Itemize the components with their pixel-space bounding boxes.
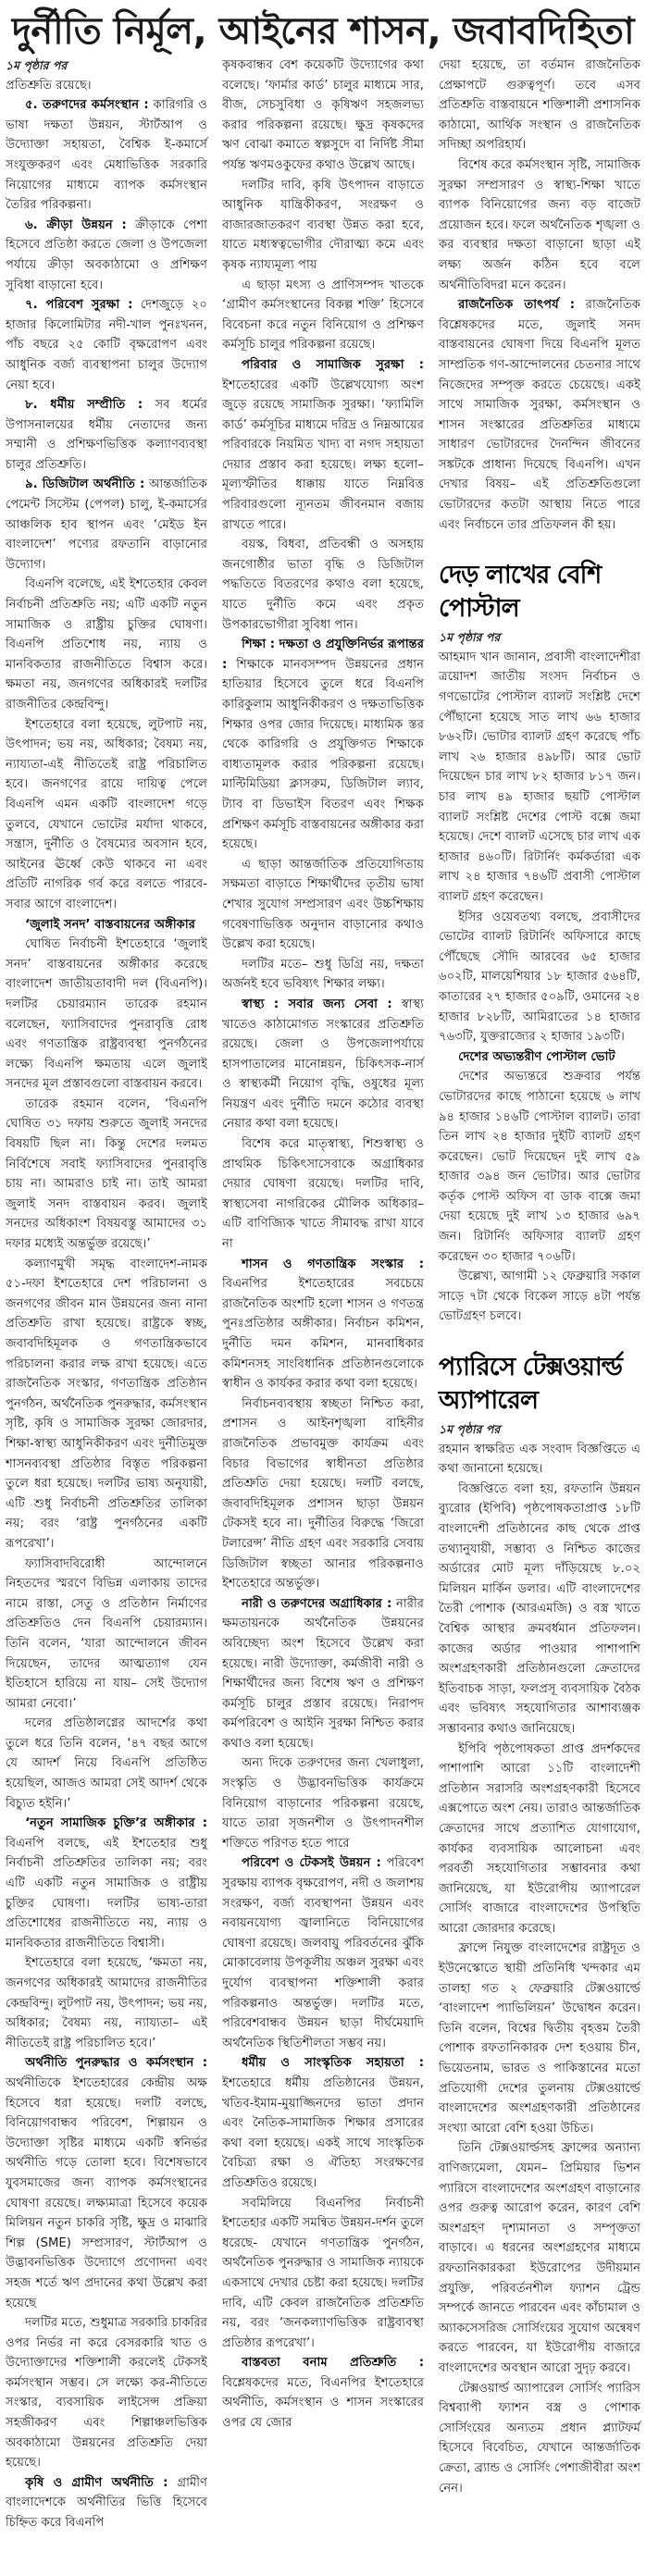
paragraph xyxy=(6,475,207,575)
paragraph-text: ইশতেহারের একটি উল্লেখযোগ্য অংশ জুড়ে রয়েছে সামাজিক সুরক্ষা। ‘ফ্যামিলি কার্ড’ কর্মসূচির মাধ্যমে দরিদ্র ও নিম্নআয়ের পরিবারকে নিয়মিত খাদ্য বা নগদ সহায়তা দেয়ার প্রস্তাব করা হয়েছে। লক্ষ্য হলো– মূল্যস্ফীতির ধাক্কায় যাতে নিম্নবিত্ত পরিবারগুলো ন্যূনতম জীবনমান বজায় রাখতে পারে। xyxy=(222,378,424,532)
paragraph xyxy=(222,1134,424,1255)
paragraph xyxy=(439,648,640,908)
textworld-article-body xyxy=(439,1440,640,2498)
paragraph-text: বিশ্লেষকদের মতে, বিএনপির ইশতেহারে অর্থনীতি, কর্মসংস্থান ও শাসন সংস্কারের ওপর যে জোর xyxy=(222,2375,424,2431)
paragraph-text: নির্বাচনব্যবস্থায় স্বচ্ছতা নিশ্চিত করা, প্রশাসন ও আইনশৃঙ্খলা বাহিনীর রাজনৈতিক প্রভাবমুক্ত কার্যক্রম এবং বিচার বিভাগের স্বাধীনতা প্রতিষ্ঠার প্রতিশ্রুতি দেয়া হয়েছে। দলটি বলছে, জবাবদিহিমূলক প্রশাসন ছাড়া উন্নয়ন টেকসই হবে না। দুর্নীতির বিরুদ্ধে ‘জিরো টলারেন্স’ নীতি গ্রহণ এবং সরকারি সেবায় ডিজিটাল স্বচ্ছতা আনার পরিকল্পনাও ইশতেহারে অন্তর্ভুক্ত। xyxy=(222,1396,424,1591)
paragraph-text: বিশেষ করে মাতৃস্বাস্থ্য, শিশুস্বাস্থ্য ও প্রাথমিক চিকিৎসাসেবাকে অগ্রাধিকার দেয়ার ঘোষণা রয়েছে। দলটির দাবি, স্বাস্থ্যসেবা নাগরিকের মৌলিক অধিকার– এটি বাণিজ্যিক খাতে সীমাবদ্ধ রাখা যাবে না xyxy=(222,1137,424,1252)
continued-label: ১ম পৃষ্ঠার পর xyxy=(6,58,68,72)
paragraph-lead: ধর্মীয় ও সাংস্কৃতিক সহায়তা : xyxy=(242,2056,424,2071)
column-1 xyxy=(6,56,207,2533)
paragraph-text: দেয়া হয়েছে, তা বর্তমান রাজনৈতিক প্রেক্ষাপটে গুরুত্বপূর্ণ। তবে এসব প্রতিশ্রুতি বাস্তবায়নে শক্তিশালী প্রশাসনিক কাঠামো, আর্থিক সংস্থান ও রাজনৈতিক সদিচ্ছা অপরিহার্য। xyxy=(439,58,640,153)
main-article-body-col-2 xyxy=(222,56,424,2434)
paragraph xyxy=(222,1753,424,1853)
paragraph-text: দেশের অভ্যন্তরে শুক্রবার পর্যন্ত ভোটারদের কাছে পাঠানো হয়েছে ৬ লাখ ৯৪ হাজার ১৪৬টি পোস্টাল ব্যালট। তারা তিন লাখ ২৪ হাজার দুইটি ব্যালট গ্রহণ করেছেন। ভোট দিয়েছেন দুই লাখ ৫৯ হাজার ৩৯৪ জন ভোটার। আর ভোটার কর্তৃক পোস্ট অফিস বা ডাক বাক্সে জমা দেয়া হয়েছে দুই লাখ ১৩ হাজার ৬৯৭ জন। রিটার্নিং অফিসার ব্যালট গ্রহণ করেছেন ৩০ হাজার ৭০৬টি। xyxy=(439,1070,640,1264)
paragraph xyxy=(6,216,207,295)
paragraph-text: প্রতিশ্রুতি রয়েছে। xyxy=(6,78,92,93)
paragraph-text: কল্যাণমুখী সমৃদ্ধ বাংলাদেশ-নামক ৫১-দফা ইশতেহারে দেশ পরিচালনা ও জনগণের জীবন মান উন্নয়নের জন্য নানা প্রতিশ্রুতি রাখা হয়েছে। রাষ্ট্রকে স্বচ্ছ, জবাবদিহিমূলক ও গণতান্ত্রিকভাবে পরিচালনা করার লক্ষ রাখা হয়েছে। এতে রাজনৈতিক সংস্কার, গণতান্ত্রিক প্রতিষ্ঠান পুনর্গঠন, অর্থনৈতিক পুনরুদ্ধার, কর্মসংস্থান সৃষ্টি, কৃষি ও সামাজিক সুরক্ষা জোরদার, শিক্ষা-স্বাস্থ্য আধুনিকীকরণ এবং দুর্নীতিমুক্ত শাসনব্যবস্থা প্রতিষ্ঠার বিস্তৃত পরিকল্পনা তুলে ধরা হয়েছে। দলটির ভাষ্য অনুযায়ী, এটি শুধু নির্বাচনী প্রতিশ্রুতির তালিকা নয়; বরং ‘রাষ্ট্র পুনর্গঠনের একটি রূপরেখা’। xyxy=(6,1257,207,1551)
paragraph-lead: ৭. পরিবেশ সুরক্ষা : xyxy=(25,298,133,313)
paragraph-text: বিশেষ করে কর্মসংস্থান সৃষ্টি, সামাজিক সুরক্ষা সম্প্রসারণ ও স্বাস্থ্য-শিক্ষা খাতে ব্যাপক বিনিয়োগের জন্য বড় বাজেট প্রয়োজন হবে। ফলে অর্থনৈতিক শৃঙ্খলা ও কর ব্যবস্থার দক্ষতা বাড়ানো ছাড়া এই লক্ষ্য অর্জন কঠিন হবে বলে অর্থনীতিবিদরা মনে করেন। xyxy=(439,157,640,292)
paragraph-text: ক্রীড়াকে পেশা হিসেবে প্রতিষ্ঠা করতে জেলা ও উপজেলা পর্যায়ে ক্রীড়া অবকাঠামো ও প্রশিক্ষণ সুবিধা বাড়ানো হবে। xyxy=(6,217,207,292)
paragraph xyxy=(222,1853,424,2053)
paragraph xyxy=(6,1554,207,1715)
paragraph-text: উল্লেখ্য, আগামী ১২ ফেব্রুয়ারি সকাল সাড়ে ৭টা থেকে বিকেল সাড়ে ৪টা পর্যন্ত ভোটগ্রহণ চলবে। xyxy=(439,1269,640,1324)
paragraph-text: অন্য দিকে তরুণদের জন্য খেলাধুলা, সংস্কৃতি ও উদ্ভাবনভিত্তিক কার্যক্রমে বিনিয়োগ বাড়ানোর পরিকল্পনা রয়েছে, যাতে তারা সৃজনশীল ও উৎপাদনশীল শক্তিতে পরিণত হতে পারে xyxy=(222,1756,424,1851)
paragraph-text: বিজ্ঞপ্তিতে বলা হয়, রফতানি উন্নয়ন ব্যুরোর (ইপিবি) পৃষ্ঠপোষকতাপ্রাপ্ত ১৮টি বাংলাদেশী প্রতিষ্ঠানের কাছ থেকে প্রাপ্ত তথ্যানুযায়ী, সম্ভাব্য ও নিশ্চিত কাজের অর্ডারের মোট মূল্য দাঁড়িয়েছে ৮.০২ মিলিয়ন মার্কিন ডলার। এটি বাংলাদেশের তৈরী পোশাক (আরএমজি) ও বস্ত্র খাতে বৈশ্বিক আস্থার ক্রমবর্ধমান প্রতিফলন। কাজের অর্ডার পাওয়ার পাশাপাশি অংশগ্রহণকারী প্রতিষ্ঠানগুলো ক্রেতাদের ইতিবাচক সাড়া, ফলপ্রসূ ব্যবসায়িক বৈঠক এবং ভবিষ্যৎ সহযোগিতার আশাব্যঞ্জক সম্ভাবনার কথাও জানিয়েছে। xyxy=(439,1481,640,1736)
paragraph-text: দলটির দাবি, কৃষি উৎপাদন বাড়াতে আধুনিক যান্ত্রিকীকরণ, সংরক্ষণ ও বাজারজাতকরণ ব্যবস্থা উন্নত করা হবে, যাতে মধ্যস্বত্বভোগীর দৌরাত্ম্য কমে এবং কৃষক ন্যায্যমূল্য পায় xyxy=(222,178,424,272)
column-3 xyxy=(439,56,640,2498)
paragraph-text: সব ধর্মের উপাসনালয়ের ধর্মীয় নেতাদের জন্য সম্মানী ও প্রশিক্ষণভিত্তিক কল্যাণব্যবস্থা চালুর প্রতিশ্রুতি। xyxy=(6,398,207,472)
paragraph xyxy=(6,95,207,216)
paragraph-text: রাজনৈতিক বিশ্লেষকদের মতে, জুলাই সনদ বাস্তবায়নের ঘোষণা দিয়ে বিএনপি মূলত সাম্প্রতিক গণ-আন্দোলনের চেতনার সাথে নিজেদের সম্পৃক্ত করতে চেয়েছে। একই সাথে সামাজিক সুরক্ষা, কর্মসংস্থান ও শাসন সংস্কারের প্রতিশ্রুতির মাধ্যমে সাধারণ ভোটারদের দৈনন্দিন জীবনের সঙ্কটকে প্রাধান্য দিয়েছে বিএনপি। এখন দেখার বিষয়– এই প্রতিশ্রুতিগুলো ভোটারদের কতটা আস্থায় নিতে পারে এবং নির্বাচনে তার প্রতিফলন কী হয়। xyxy=(439,298,640,532)
paragraph xyxy=(6,2473,207,2533)
paragraph xyxy=(439,1938,640,2138)
continued-label: ১ম পৃষ্ঠার পর xyxy=(439,1422,501,1437)
paragraph xyxy=(222,855,424,955)
paragraph-lead: বাস্তবতা বনাম প্রতিশ্রুতি : xyxy=(242,2356,424,2371)
paragraph xyxy=(439,155,640,295)
paragraph-text: দলটির মতে– শুধু ডিগ্রি নয়, দক্ষতা অর্জনই হবে ভবিষ্যৎ শিক্ষার লক্ষ্য। xyxy=(222,957,424,992)
paragraph xyxy=(6,935,207,1095)
paragraph-lead: পরিবার ও সামাজিক সুরক্ষা : xyxy=(242,357,424,372)
paragraph-lead: রাজনৈতিক তাৎপর্য : xyxy=(458,298,576,313)
paragraph-text: অর্থনীতিকে ইশতেহারের কেন্দ্রীয় অক্ষ হিসেবে ধরা হয়েছে। দলটি বলছে, বিনিয়োগবান্ধব পরিবেশ, শিল্পায়ন ও উদ্যোক্তা সৃষ্টির মাধ্যমে একটি স্বনির্ভর অর্থনীতি গড়ে তোলা হবে। বিশেষভাবে যুবসমাজের জন্য ব্যাপক কর্মসংস্থানের ঘোষণা রয়েছে। লক্ষ্যমাত্রা হিসেবে কয়েক মিলিয়ন নতুন চাকরি সৃষ্টি, ক্ষুদ্র ও মাঝারি শিল্প (SME) সম্প্রসারণ, স্টার্টআপ ও উদ্ভাবনভিত্তিক উদ্যোগে প্রণোদনা এবং সহজ শর্তে ঋণ প্রদানের কথা উল্লেখ করা হয়েছে xyxy=(6,2075,207,2310)
paragraph-text: দেশজুড়ে ২০ হাজার কিলোমিটার নদী-খাল পুনঃখনন, পাঁচ বছরে ২৫ কোটি বৃক্ষরোপণ এবং আধুনিক বর্জ্য ব্যবস্থাপনা চালুর উদ্যোগ নেয়া হবে। xyxy=(6,298,207,392)
paragraph xyxy=(6,295,207,395)
paragraph-text: ফ্যাসিবাদবিরোধী আন্দোলনে নিহতদের স্মরণে বিভিন্ন এলাকায় তাদের নামে রাস্তা, সেতু ও প্রতিষ্ঠান নির্মাণের প্রতিশ্রুতিও দেন বিএনপি চেয়ারম্যান। তিনি বলেন, ‘যারা আন্দোলনে জীবন দিয়েছেন, তাদের আত্মত্যাগ যেন ইতিহাসে হারিয়ে না যায়– সেই উদ্যোগ আমরা নেবো।’ xyxy=(6,1556,207,1711)
paragraph-lead: কৃষি ও গ্রামীণ অর্থনীতি : xyxy=(25,2475,168,2490)
paragraph-text: বিএনপি বলছে, এই ইশতেহার শুধু নির্বাচনী প্রতিশ্রুতির তালিকা নয়; বরং এটি একটি নতুন সামাজিক ও রাষ্ট্রীয় চুক্তির ঘোষণা। দলটির ভাষ্য-তারা প্রতিশোধের রাজনীতিতে নয়, ন্যায় ও মানবিকতার রাজনীতিতে বিশ্বাসী। xyxy=(6,1836,207,1951)
paragraph-lead: ৬. ক্রীড়া উন্নয়ন : xyxy=(25,217,127,232)
paragraph-text: কৃষকবান্ধব বেশ কয়েকটি উদ্যোগের কথা বলেছে। ‘ফার্মার কার্ড’ চালুর মাধ্যমে সার, বীজ, সেচসুবিধা ও কৃষিঋণ সহজলভ্য করার পরিকল্পনা রয়েছে। ক্ষুদ্র কৃষকদের ঋণ বোঝা কমাতে স্বল্পসুদে বা নির্দিষ্ট সীমা পর্যন্ত ঋণমওকুফের কথাও উল্লেখ আছে। xyxy=(222,58,424,172)
paragraph-text: তিনি টেক্সওয়ার্ল্ডসহ ফ্রান্সের অন্যান্য বাণিজ্যমেলা, যেমন– প্রিমিয়ার ভিশন প্যারিসে বাংলাদেশের অংশগ্রহণ বাড়ানোর ওপর গুরুত্ব আরোপ করেন, কারণ বেশি অংশগ্রহণ দৃশ্যমানতা ও সম্পৃক্ততা বাড়াবে। এ ধরনের অংশগ্রহণের মাধ্যমে রফতানিকারকরা ইউরোপের উদীয়মান প্রযুক্তি, পরিবর্তনশীল ফ্যাশন ট্রেন্ড সম্পর্কে জানতে পারবেন এবং কাঁচামাল ও অ্যাকসেসরিজ সোর্সিংয়ের সুযোগ অন্বেষণ করতে পারবেন, যা ইউরোপীয় বাজারে বাংলাদেশের অবস্থান আরো সুদৃঢ় করবে। xyxy=(439,2141,640,2375)
columns xyxy=(0,56,646,2533)
paragraph-text: স্বাস্থ্য খাতেও কাঠামোগত সংস্কারের প্রতিশ্রুতি রয়েছে। জেলা ও উপজেলাপর্যায়ে হাসপাতালের মানোন্নয়ন, চিকিৎসক-নার্স ও স্বাস্থ্যকর্মী নিয়োগ বৃদ্ধি, ওষুধের মূল্য নিয়ন্ত্রণ এবং দুর্নীতি দমনে কঠোর ব্যবস্থা নেয়ার কথা বলা হয়েছে। xyxy=(222,997,424,1132)
paragraph-text: রহমান স্বাক্ষরিত এক সংবাদ বিজ্ঞপ্তিতে এ কথা জানানো হয়েছে। xyxy=(439,1442,640,1477)
paragraph-text: নারীর ক্ষমতায়নকে অর্থনৈতিক উন্নয়নের অবিচ্ছেদ্য অংশ হিসেবে উল্লেখ করা হয়েছে। নারী উদ্যোক্তা, কর্মজীবী নারী ও শিক্ষার্থীদের জন্য বিশেষ ঋণ ও প্রশিক্ষণ কর্মসূচি চালুর প্রস্তাব রয়েছে। নিরাপদ কর্মপরিবেশ ও আইনি সুরক্ষা নিশ্চিত করার কথাও বলা হয়েছে। xyxy=(222,1596,424,1751)
paragraph-text: বিএনপি বলেছে, এই ইশতেহার কেবল নির্বাচনী প্রতিশ্রুতি নয়; এটি একটি নতুন সামাজিক ও রাষ্ট্রীয় চুক্তির ঘোষণা। বিএনপি প্রতিশোধ নয়, ন্যায় ও মানবিকতার রাজনীতিতে বিশ্বাস করে। ক্ষমতা নয়, জনগণের অধিকারই দলটির রাজনীতির কেন্দ্রবিন্দু। xyxy=(6,577,207,712)
column-2 xyxy=(222,56,424,2434)
paragraph-text: ইপিবি পৃষ্ঠপোষকতা প্রাপ্ত প্রদর্শকদের পাশাপাশি আরো ১১টি বাংলাদেশী প্রতিষ্ঠান সরাসরি অংশগ্রহণকারী হিসেবে এক্সপোতে অংশ নেয়। তারাও আন্তর্জাতিক ক্রেতাদের সাথে প্রত্যাশিত যোগাযোগ, কার্যকর ব্যবসায়িক আলোচনা এবং পরবর্তী সহযোগিতার সম্ভাবনার কথা জানিয়েছে, যা ইউরোপীয় অ্যাপারেল সোর্সিং বাজারে বাংলাদেশের উপস্থিতি আরো জোরদার করেছে। xyxy=(439,1741,640,1936)
paragraph-text: সবমিলিয়ে বিএনপির নির্বাচনী ইশতেহার একটি সমন্বিত উন্নয়ন-দর্শন তুলে ধরেছে- যেখানে গণতান্ত্রিক পুনর্গঠন, অর্থনৈতিক পুনরুদ্ধার ও সামাজিক ন্যায়কে একসাথে দেখার চেষ্টা করা হয়েছে। দলটির দাবি, এটি কেবল রাজনৈতিক প্রতিশ্রুতি নয়, বরং ‘জনকল্যাণভিত্তিক রাষ্ট্রব্যবস্থা প্রতিষ্ঠার রূপরেখা’। xyxy=(222,2196,424,2350)
paragraph-text: বিএনপির ইশতেহারের সবচেয়ে রাজনৈতিক অংশটি হলো শাসন ও গণতন্ত্র পুনঃপ্রতিষ্ঠার অঙ্গীকার। নির্বাচন কমিশন, দুর্নীতি দমন কমিশন, মানবাধিকার কমিশনসহ সাংবিধানিক প্রতিষ্ঠানগুলোকে স্বাধীন ও কার্যকর করার কথা বলা হয়েছে। xyxy=(222,1277,424,1392)
main-article-body-col-3 xyxy=(439,56,640,535)
paragraph xyxy=(439,1440,640,1480)
paragraph-lead: নারী ও তরুণদের অগ্রাধিকার : xyxy=(242,1596,392,1611)
paragraph xyxy=(6,1714,207,1814)
paragraph xyxy=(222,2194,424,2354)
paragraph xyxy=(222,955,424,995)
paragraph-lead: স্বাস্থ্য : সবার জন্য সেবা : xyxy=(242,997,392,1011)
main-headline: দুর্নীতি নির্মূল, আইনের শাসন, জবাবদিহিতা xyxy=(11,10,635,53)
paragraph-lead: ৮. ধর্মীয় সম্প্রীতি : xyxy=(25,398,143,413)
paragraph xyxy=(222,1394,424,1594)
paragraph-text: দলটির মতে, শুধুমাত্র সরকারি চাকরির ওপর নির্ভর না করে বেসরকারি খাত ও উদ্যোক্তাদের শক্তিশালী করলেই টেকসই কর্মসংস্থান সম্ভব। সে লক্ষ্যে কর-নীতিতে সংস্কার, ব্যবসায়িক লাইসেন্স প্রক্রিয়া সহজীকরণ এবং শিল্পাঞ্চলভিত্তিক অবকাঠামো উন্নয়নের প্রতিশ্রুতি দেয়া হয়েছে। xyxy=(6,2316,207,2471)
paragraph-text: টেক্সওয়ার্ল্ড অ্যাপারেল সোর্সিং প্যারিস বিশ্বব্যাপী ফ্যাশন বস্ত্র ও পোশাক সোর্সিংয়ের অন্যতম প্রধান প্ল্যাটফর্ম হিসেবে বিবেচিত, যেখানে আন্তর্জাতিক ক্রেতা, ব্র্যান্ড ও সোর্সিং পেশাজীবীরা অংশ নেন। xyxy=(439,2381,640,2496)
paragraph xyxy=(439,1480,640,1740)
paragraph-text: শিক্ষাকে মানবসম্পদ উন্নয়নের প্রধান হাতিয়ার হিসেবে তুলে ধরে বিএনপি কারিকুলাম আধুনিকীকরণ ও দক্ষতাভিত্তিক শিক্ষার ওপর জোর দিয়েছে। মাধ্যমিক স্তর থেকে কারিগরি ও প্রযুক্তিগত শিক্ষাকে বাধ্যতামূলক করার পরিকল্পনা রয়েছে। মাল্টিমিডিয়া ক্লাসরুম, ডিজিটাল ল্যাব, ট্যাব বা ডিভাইস বিতরণ এবং শিক্ষক প্রশিক্ষণ কর্মসূচি বাস্তবায়নের অঙ্গীকার করা হয়েছে। xyxy=(222,657,424,852)
paragraph-text: ইশতেহারে বলা হয়েছে, ‘ক্ষমতা নয়, জনগণের অধিকারই আমাদের রাজনীতির কেন্দ্রবিন্দু। লুটপাট নয়, উৎপাদন; ভয় নয়, অধিকার; বৈষম্য নয়, ন্যায্যতা– এই নীতিতেই রাষ্ট্র পরিচালিত হবে।’ xyxy=(6,1956,207,2050)
paragraph xyxy=(222,535,424,635)
paragraph-text: তারেক রহমান বলেন, ‘বিএনপি ঘোষিত ৩১ দফায় শুরুতে জুলাই সনদের বিষয়টি ছিল না। কিন্তু দেশের দলমত নির্বিশেষে সবাই ফ্যাসিবাদের পুনরাবৃত্তি চায় না। আমরাও চাই না। তাই আমরা জুলাই সনদ বাস্তবায়ন করব। জুলাই সনদের অধিকাংশ বিষয়বস্তু আমাদের ৩১ দফার মধ্যেই অন্তর্ভুক্ত রয়েছে।’ xyxy=(6,1096,207,1252)
paragraph xyxy=(439,1067,640,1267)
paragraph xyxy=(6,2313,207,2473)
paragraph-text: বয়স্ক, বিধবা, প্রতিবন্ধী ও অসহায় জনগোষ্ঠীর ভাতা বৃদ্ধি ও ডিজিটাল পদ্ধতিতে বিতরণের কথাও বলা হয়েছে, যাতে দুর্নীতি কমে এবং প্রকৃত উপকারভোগীরা সুবিধা পান। xyxy=(222,538,424,632)
paragraph xyxy=(439,1740,640,1939)
textworld-article-headline: প্যারিসে টেক্সওয়ার্ল্ড অ্যাপারেল xyxy=(439,1353,622,1416)
paragraph xyxy=(222,176,424,276)
paragraph xyxy=(439,56,640,155)
paragraph xyxy=(222,995,424,1134)
paragraph-text: পরিবেশ সুরক্ষায় ব্যাপক বৃক্ষরোপণ, নদী ও জলাশয় সংরক্ষণ, বর্জ্য ব্যবস্থাপনা উন্নয়ন এবং নবায়নযোগ্য জ্বালানিতে বিনিয়োগের ঘোষণা রয়েছে। জলবায়ু পরিবর্তনের ঝুঁকি মোকাবেলায় উপকূলীয় অঞ্চল সুরক্ষা এবং দুর্যোগ ব্যবস্থাপনা শক্তিশালী করার পরিকল্পনাও অন্তর্ভুক্ত। দলটির মতে, পরিবেশবান্ধব উন্নয়ন ছাড়া দীর্ঘমেয়াদি অর্থনৈতিক স্থিতিশীলতা সম্ভব নয়। xyxy=(222,1856,424,2050)
paragraph-text: ইসির ওয়েবতথ্য বলছে, প্রবাসীদের ভোটের ব্যালট রিটার্নিং অফিসারে কাছে পৌঁছেছে সৌদি আরবের ৬৫ হাজার ৬০২টি, মালয়েশিয়ার ১৮ হাজার ৫৬৪টি, কাতারের ২৭ হাজার ৫০৯টি, ওমানের ২৪ হাজার ৮২৮টি, আমিরাতের ১৪ হাজার ৭৬৩টি, যুক্তরাজ্যের ২ হাজার ১৯৩টি। xyxy=(439,910,640,1045)
paragraph-lead: ৫. তরুণদের কর্মসংস্থান : xyxy=(25,98,149,113)
paragraph xyxy=(439,2138,640,2378)
textworld-article xyxy=(439,1351,640,2498)
paragraph xyxy=(439,2379,640,2499)
paragraph xyxy=(6,715,207,915)
paragraph-lead: অর্থনীতি পুনরুদ্ধার ও কর্মসংস্থান : xyxy=(25,2056,207,2071)
paragraph-text: ফ্রান্সে নিযুক্ত বাংলাদেশের রাষ্ট্রদূত ও ইউনেস্কোতে স্থায়ী প্রতিনিধি খন্দকার এম তালহা গত ২ ফেব্রুয়ারি টেক্সওয়ার্ল্ডে ‘বাংলাদেশ প্যাভিলিয়ন’ উদ্বোধন করেন। তিনি বলেন, বিশ্বের দ্বিতীয় বৃহত্তম তৈরী পোশাক রফতানিকারক দেশ হওয়ায় চীন, ভিয়েতনাম, ভারত ও পাকিস্তানের মতো প্রতিযোগী দেশের তুলনায় টেক্সওয়ার্ল্ডে বাংলাদেশের অংশগ্রহণকারী প্রতিষ্ঠানের সংখ্যা আরো বেশি হওয়া উচিত। xyxy=(439,1941,640,2136)
paragraph xyxy=(222,355,424,535)
paragraph xyxy=(6,76,207,96)
paragraph-text: দলের প্রতিষ্ঠালগ্নের আদর্শের কথা তুলে ধরে তিনি বলেন, ‘৪৭ বছর আগে যে আদর্শ নিয়ে বিএনপি প্রতিষ্ঠিত হয়েছিল, আজও আমরা সেই আদর্শ থেকে বিচ্যুত হইনি।’ xyxy=(6,1716,207,1811)
paragraph-lead: শাসন ও গণতান্ত্রিক সংস্কার : xyxy=(242,1257,424,1271)
paragraph xyxy=(6,575,207,714)
paragraph xyxy=(222,635,424,855)
paragraph xyxy=(439,908,640,1047)
paragraph xyxy=(222,1594,424,1754)
paragraph-lead: ‘নতুন সামাজিক চুক্তি’র অঙ্গীকার : xyxy=(25,1816,207,1831)
paragraph-text: ঘোষিত নির্বাচনী ইশতেহারে ‘জুলাই সনদ’ বাস্তবায়নের অঙ্গীকার করেছে বাংলাদেশ জাতীয়তাবাদী দল (বিএনপি)। দলটির চেয়ারম্যান তারেক রহমান বলেছেন, ফ্যাসিবাদের পুনরাবৃত্তি রোধ এবং গণতান্ত্রিক রাষ্ট্রব্যবস্থা পুনর্গঠনের লক্ষ্যে বিএনপি ক্ষমতায় এলে জুলাই সনদের মূল প্রস্তাবগুলো বাস্তবায়ন করবে। xyxy=(6,937,207,1092)
paragraph xyxy=(6,2053,207,2313)
paragraph-text: কারিগরি ও ভাষা দক্ষতা উন্নয়ন, স্টার্টআপ ও উদ্যোক্তা সহায়তা, বৈশ্বিক ই-কমার্সে সংযুক্তকরণ এবং মেধাভিত্তিক সরকারি নিয়োগের মাধ্যমে ব্যাপক কর্মসংস্থান তৈরির পরিকল্পনা। xyxy=(6,98,207,213)
paragraph xyxy=(6,395,207,475)
paragraph-text: গ্রামীণ বাংলাদেশকে অর্থনীতির ভিত্তি হিসেবে চিহ্নিত করে বিএনপি xyxy=(6,2475,207,2531)
paragraph-text: আহমাদ খান জানান, প্রবাসী বাংলাদেশীরা ত্রয়োদশ জাতীয় সংসদ নির্বাচন ও গণভোটের পোস্টাল ব্যালট সংশ্লিষ্ট দেশে পৌঁছানো হয়েছে সাত লাখ ৬৬ হাজার ৮৬২টি। ভোটার ব্যালট গ্রহণ করেছে পাঁচ লাখ ২৬ হাজার ৪৯৮টি। আর ভোট দিয়েছেন চার লাখ ৮২ হাজার ৮১৭ জন। চার লাখ ৪৯ হাজার ছয়টি পোস্টাল ব্যালট সংশ্লিষ্ট দেশের পোস্ট বক্সে জমা হয়েছে। দেশে ব্যালট এসেছে চার লাখ এক হাজার ৪৬০টি। রিটার্নিং কর্মকর্তারা এক লাখ ২৪ হাজার ৭৪৬টি প্রবাসী পোস্টাল ব্যালট গ্রহণ করেছেন। xyxy=(439,650,640,904)
paragraph-lead: ৯. ডিজিটাল অর্থনীতি : xyxy=(25,477,145,492)
paragraph xyxy=(6,1953,207,2053)
paragraph xyxy=(222,276,424,355)
paragraph xyxy=(222,1255,424,1394)
paragraph xyxy=(222,2053,424,2193)
paragraph xyxy=(222,2353,424,2433)
paragraph xyxy=(439,1267,640,1327)
postal-ballot-article xyxy=(439,559,640,1327)
paragraph-lead: শিক্ষা : দক্ষতা ও প্রযুক্তিনির্ভর রূপান্তর : xyxy=(222,638,424,672)
paragraph-text: আন্তর্জাতিক পেমেন্ট সিস্টেম (পেপল) চালু, ই-কমার্সের আঞ্চলিক হাব স্থাপন এবং ‘মেইড ইন বাংলাদেশ’ পণ্যের রফতানি বাড়ানোর উদ্যোগ। xyxy=(6,477,207,572)
postal-article-body xyxy=(439,648,640,1327)
paragraph xyxy=(439,295,640,535)
paragraph-text: এ ছাড়া আন্তর্জাতিক প্রতিযোগিতায় সক্ষমতা বাড়াতে শিক্ষার্থীদের তৃতীয় ভাষা শেখার সুযোগ সম্প্রসারণ এবং উচ্চশিক্ষায় গবেষণাভিত্তিক অনুদান বাড়ানোর কথাও উল্লেখ করা হয়েছে। xyxy=(222,857,424,952)
continued-label: ১ম পৃষ্ঠার পর xyxy=(439,630,501,645)
paragraph-text: ইশতেহারে বলা হয়েছে, লুটপাট নয়, উৎপাদন; ভয় নয়, অধিকার; বৈষম্য নয়, ন্যায্যতা-এই নীতিতেই রাষ্ট্র পরিচালিত হবে। জনগণের রায়ে দায়িত্ব পেলে বিএনপি এমন একটি বাংলাদেশ গড়ে তুলবে, যেখানে ভোটের মর্যাদা থাকবে, সন্ত্রাস, দুর্নীতি ও বৈষম্যের অবসান হবে, আইনের ঊর্ধ্বে কেউ থাকবে না এবং প্রতিটি নাগরিক গর্ব করে বলতে পারবে-সবার আগে বাংলাদেশ। xyxy=(6,717,207,911)
subheading: ‘জুলাই সনদ’ বাস্তবায়নের অঙ্গীকার xyxy=(25,917,195,932)
paragraph-text: এ ছাড়া মৎস্য ও প্রাণিসম্পদ খাতকে ‘গ্রামীণ কর্মসংস্থানের বিকল্প শক্তি’ হিসেবে বিবেচনা করে নতুন বিনিয়োগ ও প্রশিক্ষণ কর্মসূচি চালুর পরিকল্পনা রয়েছে। xyxy=(222,278,424,353)
paragraph-lead: পরিবেশ ও টেকসই উন্নয়ন : xyxy=(242,1856,381,1871)
paragraph xyxy=(222,56,424,176)
subheading: দেশের অভ্যন্তরীণ পোস্টাল ভোট xyxy=(458,1049,615,1064)
paragraph xyxy=(6,1095,207,1255)
main-article-body-col-1 xyxy=(6,76,207,2533)
paragraph xyxy=(6,1814,207,1953)
paragraph-text: ইশতেহারে ধর্মীয় প্রতিষ্ঠানের উন্নয়ন, খতিব-ইমাম-মুয়াজ্জিনদের ভাতা প্রদান এবং নৈতিক-সামাজিক শিক্ষার প্রসারের কথা বলা হয়েছে। একই সাথে সাংস্কৃতিক বৈচিত্র্য রক্ষা ও ঐতিহ্য সংরক্ষণের প্রতিশ্রুতিও রয়েছে। xyxy=(222,2075,424,2190)
paragraph xyxy=(6,1255,207,1554)
postal-article-headline: দেড় লাখের বেশি পোস্টাল xyxy=(439,561,602,624)
